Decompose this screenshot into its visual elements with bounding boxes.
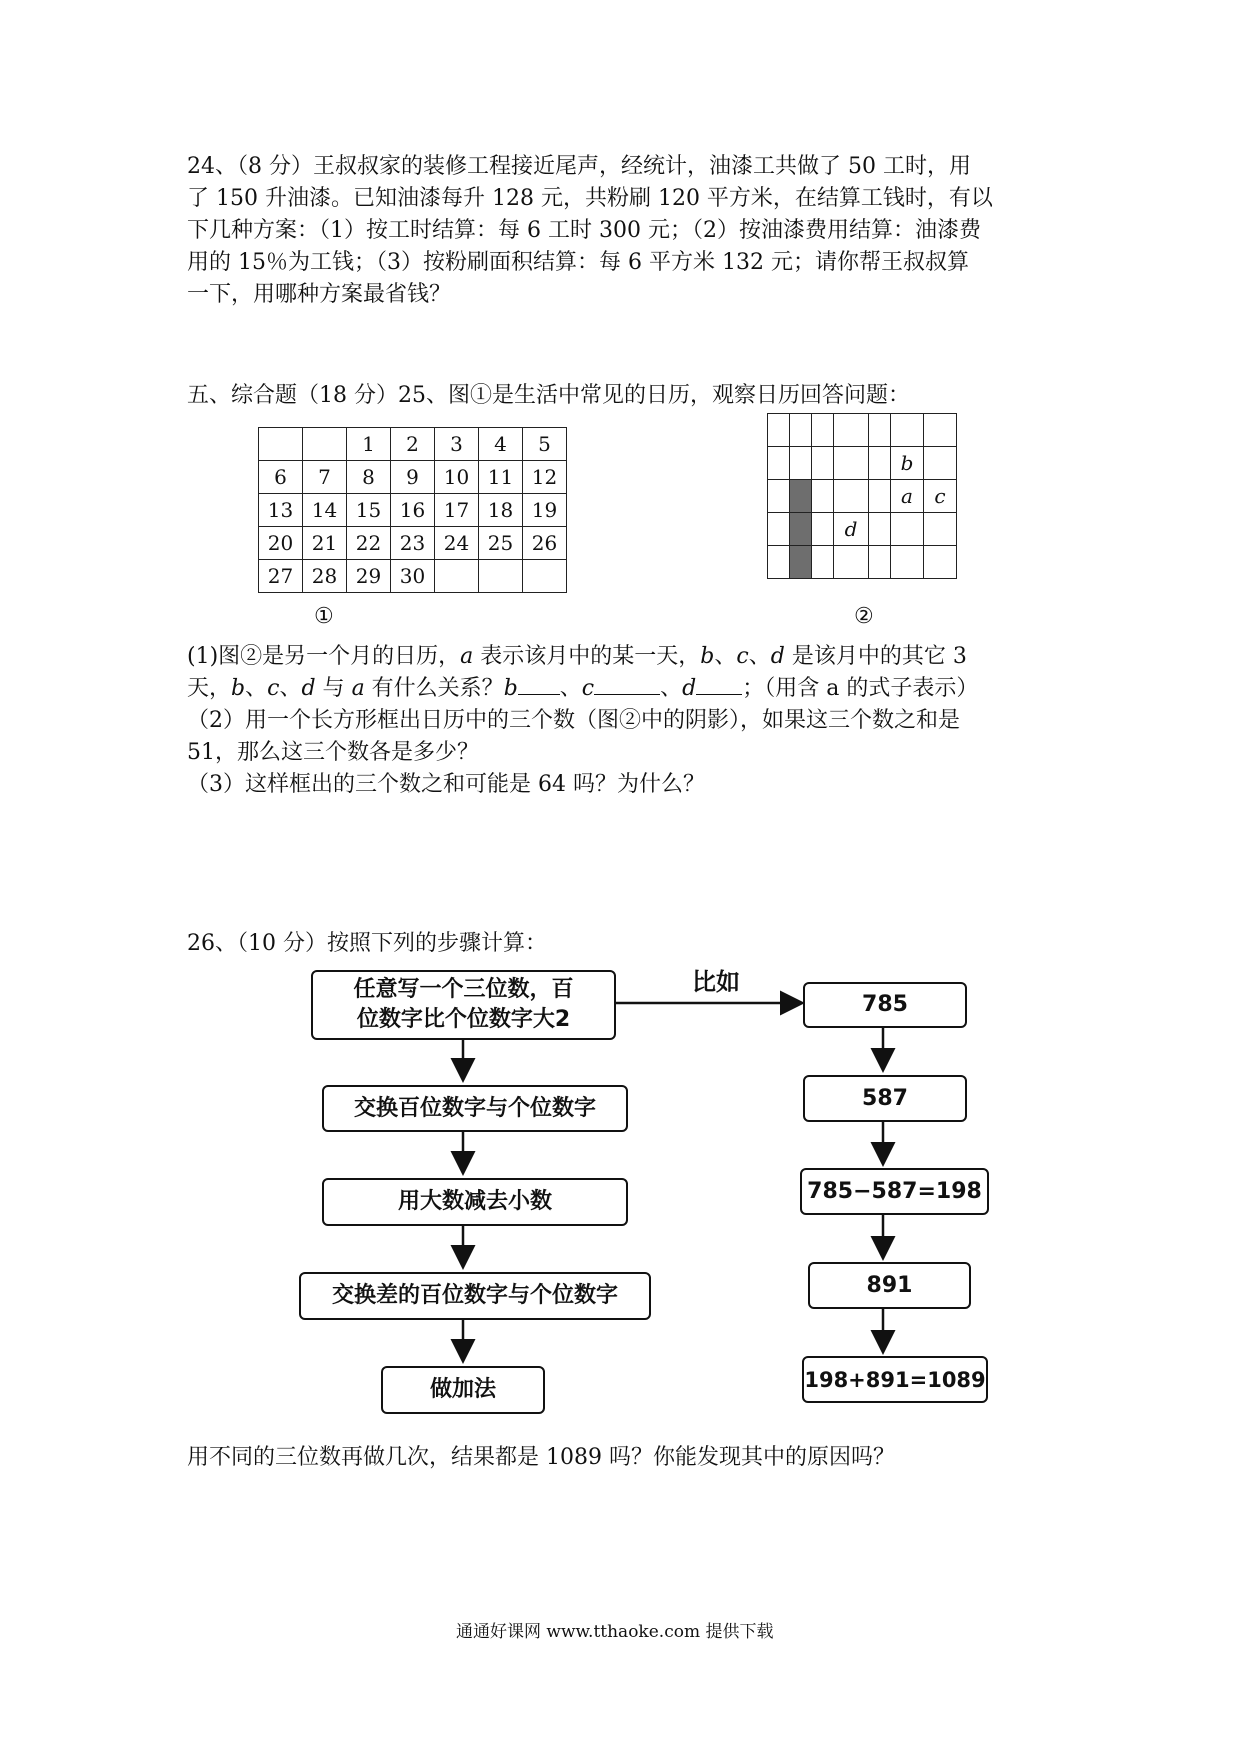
q24-line-5: 一下，用哪种方案最省钱？ (187, 282, 452, 307)
shaded-frame-cell (790, 513, 812, 546)
q24-line-1: 24、（8 分）王叔叔家的装修工程接近尾声，经统计，油漆工共做了 50 工时，用 (187, 154, 971, 179)
answer-blank-b[interactable] (518, 674, 560, 695)
cal1-cell (479, 560, 523, 593)
cal2-cell-b: b (891, 447, 924, 480)
var-c: c (736, 644, 749, 669)
blank-label-d: d (682, 676, 697, 701)
cal2-cell (768, 447, 790, 480)
cal1-cell: 22 (347, 527, 391, 560)
cal1-cell: 11 (479, 461, 523, 494)
cal2-cell (790, 414, 812, 447)
answer-blank-c[interactable] (594, 674, 660, 695)
cal2-cell (891, 546, 924, 579)
cal2-cell (891, 513, 924, 546)
q25-text: 与 (315, 676, 352, 701)
cal2-cell (768, 546, 790, 579)
cal2-cell (869, 480, 891, 513)
cal1-cell: 30 (391, 560, 435, 593)
cal2-cell (834, 447, 869, 480)
q25-text: 、 (559, 676, 582, 701)
cal1-cell: 24 (435, 527, 479, 560)
q25-part2-line1: （2）用一个长方形框出日历中的三个数（图②中的阴影），如果这三个数之和是 (187, 708, 960, 733)
footer-source: 通通好课网 www.tthaoke.com 提供下载 (456, 1622, 774, 1642)
cal2-cell (924, 447, 957, 480)
shaded-frame-cell (790, 480, 812, 513)
cal1-cell: 5 (523, 428, 567, 461)
cal1-cell: 17 (435, 494, 479, 527)
section5-heading: 五、综合题（18 分）25、图①是生活中常见的日历，观察日历回答问题： (187, 383, 910, 408)
var-a: a (351, 676, 365, 701)
answer-blank-d[interactable] (696, 674, 742, 695)
flow-step-1: 任意写一个三位数，百位数字比个位数字大2 (311, 970, 616, 1040)
q25-part1-line2 (187, 673, 978, 704)
cal1-cell (523, 560, 567, 593)
q25-text: (1)图②是另一个月的日历， (187, 644, 461, 669)
cal2-cell (924, 414, 957, 447)
cal1-cell: 6 (259, 461, 303, 494)
cal1-cell: 27 (259, 560, 303, 593)
q25-part1-line1 (187, 641, 967, 672)
cal1-cell: 15 (347, 494, 391, 527)
cal1-cell: 20 (259, 527, 303, 560)
cal1-cell: 13 (259, 494, 303, 527)
flow-step-5: 做加法 (381, 1366, 545, 1414)
cal2-cell (768, 513, 790, 546)
cal1-cell: 4 (479, 428, 523, 461)
cal1-cell: 16 (391, 494, 435, 527)
q24-line-3: 下几种方案：（1）按工时结算：每 6 工时 300 元；（2）按油漆费用结算：油漆费 (187, 218, 981, 243)
q25-text: 、 (279, 676, 302, 701)
figure-1-label: ① (314, 604, 334, 629)
cal2-cell-c: c (924, 480, 957, 513)
cal1-cell: 8 (347, 461, 391, 494)
cal1-cell (259, 428, 303, 461)
cal1-cell: 25 (479, 527, 523, 560)
q26-heading: 26、（10 分）按照下列的步骤计算： (187, 931, 547, 956)
q24-line-2: 了 150 升油漆。已知油漆每升 128 元，共粉刷 120 平方米，在结算工钱时，有以 (187, 186, 993, 211)
cal2-cell-d: d (834, 513, 869, 546)
flow-step-3: 用大数减去小数 (322, 1178, 628, 1226)
cal1-cell: 2 (391, 428, 435, 461)
q24-line-4: 用的 15％为工钱；（3）按粉刷面积结算：每 6 平方米 132 元；请你帮王叔叔算 (187, 250, 969, 275)
cal1-cell: 28 (303, 560, 347, 593)
cal1-cell: 19 (523, 494, 567, 527)
q25-text: 是该月中的其它 3 (784, 644, 967, 669)
cal1-cell: 9 (391, 461, 435, 494)
cal2-cell (812, 447, 834, 480)
blank-label-b: b (503, 676, 518, 701)
example-step-2: 587 (803, 1075, 967, 1122)
q25-text: 有什么关系？ (364, 676, 504, 701)
cal2-cell (812, 414, 834, 447)
calendar-1 (258, 427, 567, 593)
shaded-frame-cell (790, 546, 812, 579)
cal1-cell: 12 (523, 461, 567, 494)
cal1-cell: 21 (303, 527, 347, 560)
cal1-cell: 29 (347, 560, 391, 593)
cal2-cell (768, 414, 790, 447)
var-b: b (700, 644, 715, 669)
q26-question: 用不同的三位数再做几次，结果都是 1089 吗？你能发现其中的原因吗？ (187, 1445, 895, 1470)
cal2-cell (834, 546, 869, 579)
q25-text: 、 (245, 676, 268, 701)
cal1-cell: 18 (479, 494, 523, 527)
q25-text: ；（用含 a 的式子表示） (742, 676, 979, 701)
flow-step-4: 交换差的百位数字与个位数字 (299, 1272, 651, 1320)
cal1-cell: 14 (303, 494, 347, 527)
q25-text: 天， (187, 676, 232, 701)
cal2-cell (812, 546, 834, 579)
cal2-cell (869, 414, 891, 447)
flow-step-2: 交换百位数字与个位数字 (322, 1085, 628, 1132)
q25-text: 、 (748, 644, 771, 669)
example-step-4: 891 (808, 1262, 971, 1309)
var-d: d (301, 676, 316, 701)
cal2-cell (924, 546, 957, 579)
example-step-3: 785−587=198 (800, 1168, 989, 1215)
cal2-cell (869, 513, 891, 546)
cal1-cell (435, 560, 479, 593)
cal2-cell (768, 480, 790, 513)
calendar-2 (767, 413, 957, 579)
cal1-cell (303, 428, 347, 461)
cal1-cell: 3 (435, 428, 479, 461)
var-a: a (460, 644, 474, 669)
cal2-cell (924, 513, 957, 546)
q25-text: 表示该月中的某一天， (473, 644, 701, 669)
cal2-cell-a: a (891, 480, 924, 513)
var-c: c (267, 676, 280, 701)
example-step-1: 785 (803, 982, 967, 1028)
figure-2-label: ② (854, 604, 874, 629)
cal1-cell: 1 (347, 428, 391, 461)
example-step-5: 198+891=1089 (802, 1356, 988, 1403)
q25-part2-line2: 51，那么这三个数各是多少？ (187, 740, 479, 765)
cal1-cell: 10 (435, 461, 479, 494)
cal2-cell (812, 480, 834, 513)
cal1-cell: 26 (523, 527, 567, 560)
cal2-cell (869, 447, 891, 480)
example-label: 比如 (692, 968, 740, 996)
q25-part3: （3）这样框出的三个数之和可能是 64 吗？为什么？ (187, 772, 705, 797)
cal2-cell (834, 414, 869, 447)
var-b: b (231, 676, 246, 701)
cal2-cell (812, 513, 834, 546)
cal1-cell: 23 (391, 527, 435, 560)
var-d: d (770, 644, 785, 669)
cal1-cell: 7 (303, 461, 347, 494)
q25-text: 、 (714, 644, 737, 669)
q25-text: 、 (660, 676, 683, 701)
cal2-cell (790, 447, 812, 480)
cal2-cell (869, 546, 891, 579)
blank-label-c: c (581, 676, 595, 701)
cal2-cell (834, 480, 869, 513)
cal2-cell (891, 414, 924, 447)
